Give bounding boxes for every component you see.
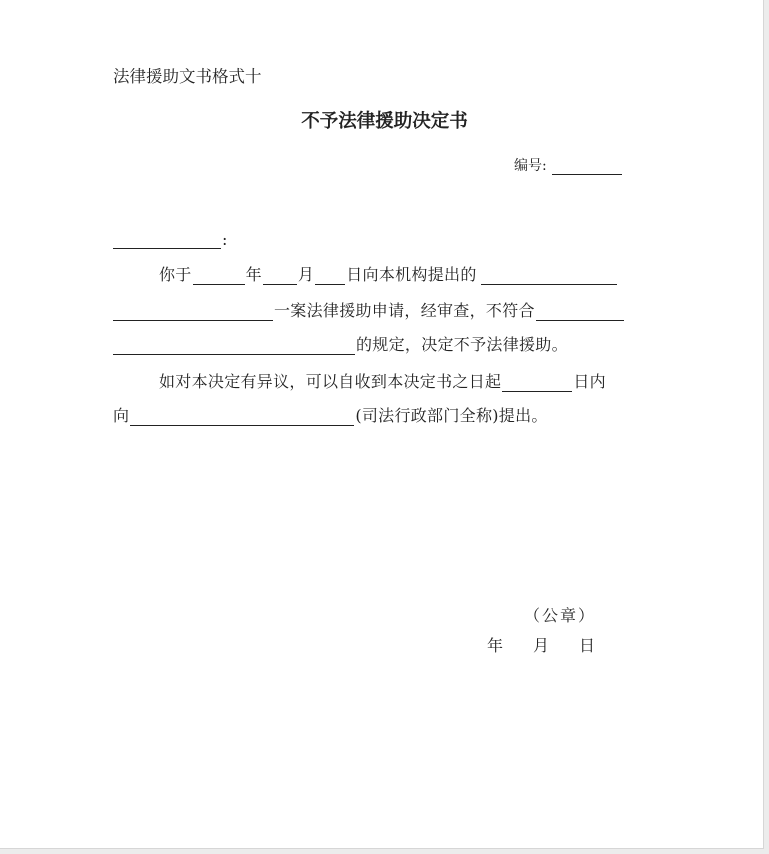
regulation-blank-1 — [536, 303, 624, 321]
addressee-line — [113, 230, 228, 249]
days-blank — [502, 374, 572, 392]
addressee-blank — [113, 231, 221, 249]
official-seal-label: （公章） — [524, 606, 597, 625]
department-blank — [130, 408, 354, 426]
serial-blank — [552, 157, 622, 175]
p1-text-5: 一案法律援助申请，经审查，不符合 — [274, 301, 535, 320]
case-blank-1 — [481, 267, 617, 285]
p2-text-3: 向 — [113, 406, 130, 425]
p1-text-4: 日向本机构提出的 — [346, 265, 477, 284]
p1-text-2: 年 — [245, 265, 262, 284]
month-blank — [263, 267, 297, 285]
year-blank — [193, 267, 245, 285]
document-title: 不予法律援助决定书 — [301, 111, 468, 132]
day-blank — [315, 267, 345, 285]
case-blank-2 — [113, 303, 273, 321]
p2-text-2: 日内 — [573, 372, 606, 391]
paragraph-1-line-2 — [113, 298, 625, 321]
addressee-colon: : — [222, 230, 228, 249]
date-year: 年 — [487, 636, 504, 655]
serial-number — [514, 155, 623, 175]
p2-text-4: (司法行政部门全称)提出。 — [355, 406, 548, 425]
date-month: 月 — [533, 636, 550, 655]
serial-label: 编号: — [514, 158, 547, 174]
p2-text-1: 如对本决定有异议，可以自收到本决定书之日起 — [159, 372, 502, 391]
p1-text-3: 月 — [297, 265, 315, 284]
p1-text-1: 你于 — [159, 265, 192, 284]
signing-date — [487, 633, 595, 656]
paragraph-2-line-2 — [113, 403, 548, 426]
format-title: 法律援助文书格式十 — [113, 67, 262, 86]
date-day: 日 — [579, 636, 596, 655]
paragraph-1-line-3 — [113, 332, 568, 355]
regulation-blank-2 — [113, 337, 355, 355]
paragraph-2-line-1 — [159, 369, 606, 392]
paragraph-1-line-1 — [159, 262, 618, 285]
p1-text-6: 的规定，决定不予法律援助。 — [356, 335, 568, 354]
